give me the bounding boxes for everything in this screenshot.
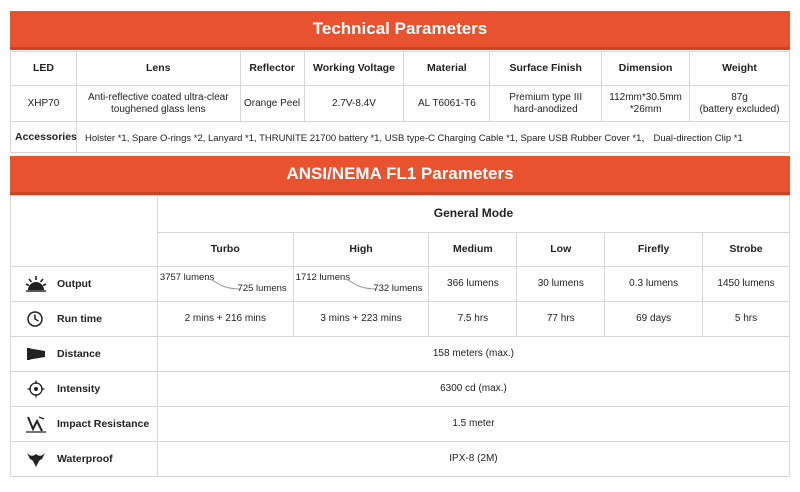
technical-value-row: [11, 86, 790, 122]
value-voltage: 2.7V-8.4V: [304, 86, 404, 122]
distance-label-cell: [11, 337, 158, 372]
distance-label: Distance: [57, 347, 101, 360]
output-high-end: 732 lumens: [373, 283, 423, 295]
target-icon: [25, 380, 47, 398]
header-reflector: Reflector: [240, 52, 304, 86]
value-lens-line2: toughened glass lens: [110, 103, 206, 115]
mode-low: Low: [517, 233, 605, 267]
header-lens: Lens: [76, 52, 240, 86]
intensity-label-cell: [11, 372, 158, 407]
value-finish-line1: Premium type III: [509, 92, 583, 103]
output-high: [293, 267, 429, 302]
ansi-parameters-title: ANSI/NEMA FL1 Parameters: [286, 164, 514, 183]
value-weight: [690, 86, 790, 122]
impact-label-cell: [11, 407, 158, 442]
header-led: LED: [11, 52, 77, 86]
runtime-label-cell: [11, 302, 158, 337]
mode-strobe: Strobe: [703, 233, 790, 267]
mode-medium: Medium: [429, 233, 517, 267]
general-mode-row: [11, 196, 790, 233]
intensity-value: 6300 cd (max.): [157, 372, 789, 407]
mode-firefly: Firefly: [605, 233, 703, 267]
output-medium: 366 lumens: [429, 267, 517, 302]
output-label: Output: [57, 277, 92, 290]
intensity-label: Intensity: [57, 382, 101, 395]
header-material: Material: [404, 52, 490, 86]
value-dimension-line2: *26mm: [629, 103, 662, 115]
value-weight-line2: (battery excluded): [699, 103, 780, 115]
clock-icon: [25, 310, 47, 328]
water-drop-icon: [25, 450, 47, 468]
runtime-medium: 7.5 hrs: [429, 302, 517, 337]
runtime-low: 77 hrs: [517, 302, 605, 337]
output-turbo: [157, 267, 293, 302]
waterproof-row: [11, 442, 790, 477]
value-reflector: Orange Peel: [240, 86, 304, 122]
beam-distance-icon: [25, 345, 47, 363]
general-mode-heading: General Mode: [157, 196, 789, 233]
distance-row: [11, 337, 790, 372]
intensity-row: [11, 372, 790, 407]
value-led: XHP70: [11, 86, 77, 122]
decline-curve-icon: [342, 277, 378, 291]
ansi-parameters-banner: [10, 156, 790, 195]
accessories-row: [10, 122, 790, 153]
technical-header-row: [11, 52, 790, 86]
impact-row: [11, 407, 790, 442]
ansi-parameters-table: [10, 195, 790, 477]
runtime-row: [11, 302, 790, 337]
output-firefly: 0.3 lumens: [605, 267, 703, 302]
value-dimension-line1: 112mm*30.5mm: [609, 92, 682, 103]
accessories-value: Holster *1, Spare O-rings *2, Lanyard *1, THRUNITE 21700 battery *1, USB type-C Charging Cable *1, Spare USB Rubber Cover *1， Dual-direction Clip *1: [85, 133, 743, 144]
output-row: [11, 267, 790, 302]
impact-label: Impact Resistance: [57, 417, 150, 430]
technical-parameters-title: Technical Parameters: [312, 19, 488, 38]
sun-burst-icon: [25, 275, 47, 293]
header-working-voltage: Working Voltage: [304, 52, 404, 86]
output-low: 30 lumens: [517, 267, 605, 302]
output-label-cell: [11, 267, 158, 302]
header-dimension: Dimension: [602, 52, 690, 86]
impact-icon: [25, 415, 47, 433]
value-lens: [76, 86, 240, 122]
value-lens-line1: Anti-reflective coated ultra-clear: [87, 92, 229, 103]
waterproof-label-cell: [11, 442, 158, 477]
runtime-strobe: 5 hrs: [703, 302, 790, 337]
mode-high: High: [293, 233, 429, 267]
corner-cell: [11, 196, 158, 267]
value-material: AL T6061-T6: [404, 86, 490, 122]
header-surface-finish: Surface Finish: [490, 52, 602, 86]
runtime-turbo: 2 mins + 216 mins: [157, 302, 293, 337]
output-strobe: 1450 lumens: [703, 267, 790, 302]
runtime-label: Run time: [57, 312, 102, 325]
distance-value: 158 meters (max.): [157, 337, 789, 372]
output-turbo-end: 725 lumens: [237, 283, 287, 295]
decline-curve-icon: [206, 277, 242, 291]
value-finish-line2: hard-anodized: [513, 103, 578, 115]
value-weight-line1: 87g: [731, 92, 748, 103]
technical-parameters-table: [10, 51, 790, 122]
value-finish: [490, 86, 602, 122]
value-dimension: [602, 86, 690, 122]
waterproof-label: Waterproof: [57, 452, 113, 465]
mode-turbo: Turbo: [157, 233, 293, 267]
waterproof-value: IPX-8 (2M): [157, 442, 789, 477]
impact-value: 1.5 meter: [157, 407, 789, 442]
output-turbo-start: 3757 lumens: [159, 272, 215, 283]
runtime-firefly: 69 days: [605, 302, 703, 337]
accessories-label: Accessories: [11, 122, 77, 152]
technical-parameters-banner: [10, 11, 790, 50]
header-weight: Weight: [690, 52, 790, 86]
output-high-start: 1712 lumens: [295, 272, 351, 283]
runtime-high: 3 mins + 223 mins: [293, 302, 429, 337]
